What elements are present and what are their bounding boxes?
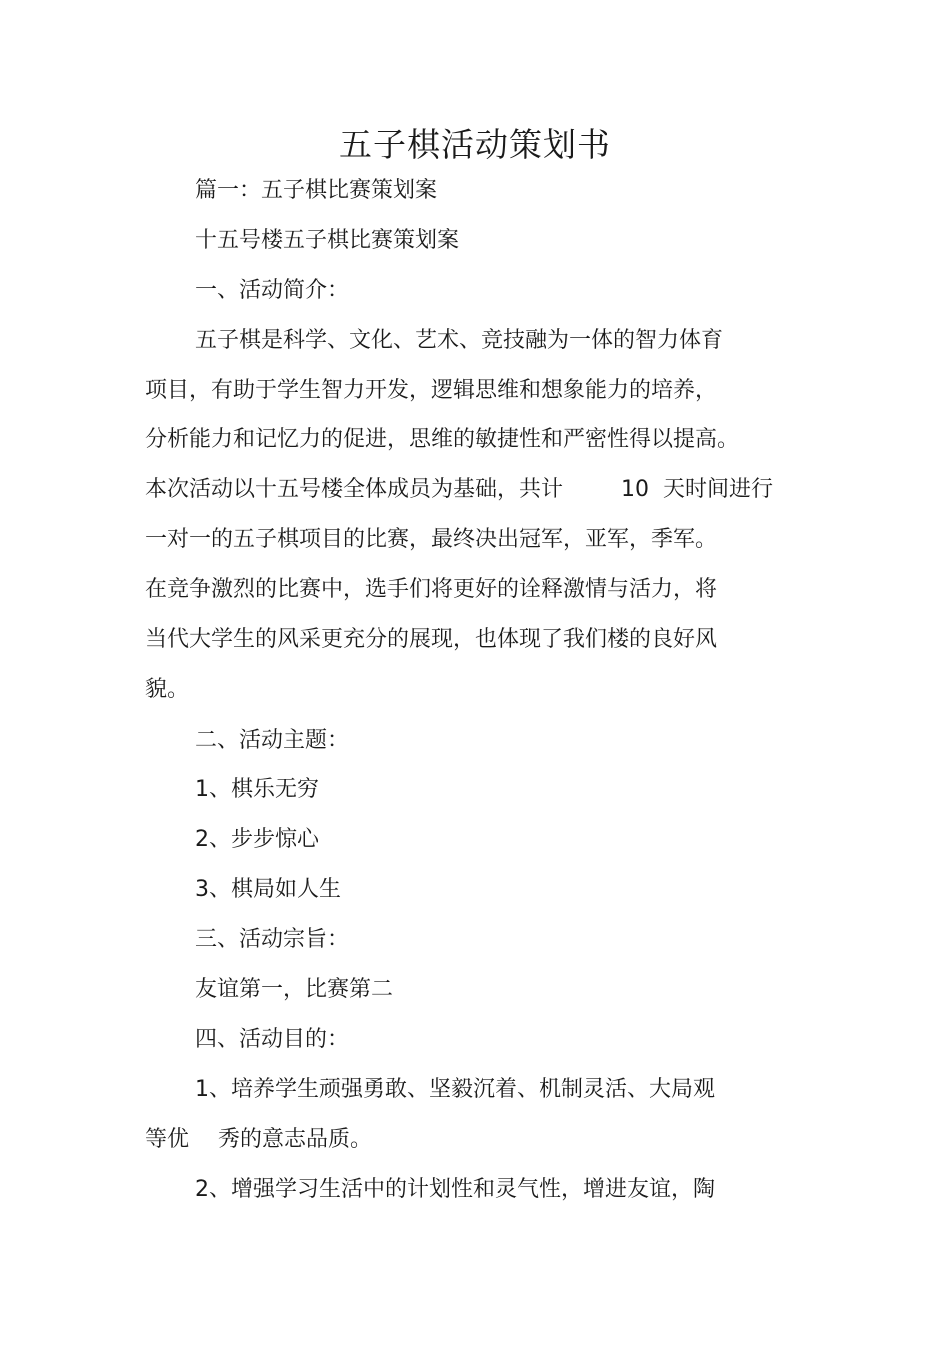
paragraph-line: 一对一的五子棋项目的比赛，最终决出冠军，亚军，季军。 — [145, 527, 718, 552]
section-heading-intro: 一、活动简介： — [195, 278, 350, 303]
goal-item-continuation: 等优 秀的意志品质。 — [145, 1127, 372, 1152]
section-heading-purpose: 三、活动宗旨： — [195, 927, 350, 952]
section-heading-goals: 四、活动目的： — [195, 1027, 350, 1052]
paragraph-line: 五子棋是科学、文化、艺术、竞技融为一体的智力体育 — [195, 328, 724, 353]
paragraph-line: 当代大学生的风采更充分的展现，也体现了我们楼的良好风 — [145, 627, 718, 652]
theme-item: 2、步步惊心 — [195, 827, 319, 852]
section-heading-part-one: 篇一：五子棋比赛策划案 — [195, 178, 438, 203]
goal-item: 2、增强学习生活中的计划性和灵气性，增进友谊，陶 — [195, 1177, 715, 1202]
theme-item: 1、棋乐无穷 — [195, 777, 319, 802]
paragraph-line: 本次活动以十五号楼全体成员为基础，共计 10 天时间进行 — [145, 477, 773, 502]
plan-title: 十五号楼五子棋比赛策划案 — [195, 228, 460, 253]
paragraph-line: 在竞争激烈的比赛中，选手们将更好的诠释激情与活力，将 — [145, 577, 718, 602]
paragraph-line: 貌。 — [145, 677, 190, 702]
document-title: 五子棋活动策划书 — [339, 125, 611, 164]
goal-item: 1、培养学生顽强勇敢、坚毅沉着、机制灵活、大局观 — [195, 1077, 715, 1102]
theme-item: 3、棋局如人生 — [195, 877, 341, 902]
purpose-text: 友谊第一，比赛第二 — [195, 977, 394, 1002]
paragraph-line: 项目，有助于学生智力开发，逻辑思维和想象能力的培养， — [145, 378, 718, 403]
section-heading-theme: 二、活动主题： — [195, 728, 350, 753]
paragraph-line: 分析能力和记忆力的促进，思维的敏捷性和严密性得以提高。 — [145, 427, 740, 452]
